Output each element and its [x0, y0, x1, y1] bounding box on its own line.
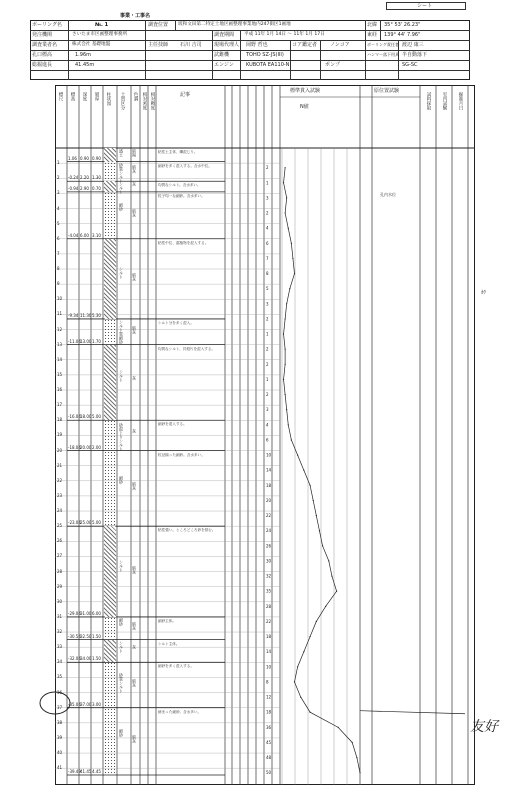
spt-n-value: 20 [266, 497, 272, 503]
spt-n-value: 2 [266, 346, 269, 352]
layer-depth: 0.90 [80, 155, 89, 161]
spt-n-value: 32 [266, 573, 272, 579]
col-spt: 標準貫入試験 [290, 88, 321, 94]
depth-tick: 25 [57, 523, 63, 529]
depth-tick: 31 [57, 613, 63, 619]
layer-elevation: -0.24 [68, 175, 79, 181]
depth-tick: 19 [57, 432, 63, 438]
spt-n-value: 26 [266, 543, 272, 549]
depth-tick: 5 [57, 220, 60, 226]
col-color: 色調 [133, 92, 138, 101]
layer-thickness: 0.70 [92, 185, 101, 191]
layer-description: 細砂を多く混入する。 [158, 664, 194, 669]
spt-n-value: 3 [266, 301, 269, 307]
layer-depth: 37.00 [80, 701, 92, 707]
depth-tick: 18 [57, 417, 63, 423]
spt-n-value: 3 [266, 195, 269, 201]
layer-soil-name: 砂混じりシルト [119, 423, 124, 452]
col-lab: 室内試験 [442, 92, 447, 110]
layer-thickness: 2.00 [92, 444, 101, 450]
layer-thickness: 1.30 [92, 175, 101, 181]
engine-label: エンジン [214, 62, 234, 68]
survey-period: 平成 11年 1月 14日 ～ 11年 1月 17日 [244, 32, 325, 37]
layer-description: 締まった細砂。含水多い。 [158, 709, 202, 714]
spt-n-value: 8 [266, 271, 269, 277]
orderer: さいたま市区画整理事務所 [72, 32, 128, 37]
layer-elevation: -18.04 [68, 444, 81, 450]
spt-n-value: 22 [266, 618, 272, 624]
layer-elevation: -11.04 [68, 338, 81, 344]
longitude: 139° 44' 7.96" [384, 32, 421, 38]
depth-tick: 16 [57, 387, 63, 393]
depth-tick: 21 [57, 462, 63, 468]
layer-elevation: 1.06 [68, 155, 77, 161]
col-thickness: 層厚 [94, 92, 99, 101]
depth-tick: 41 [57, 765, 63, 771]
layer-depth: 2.20 [80, 175, 89, 181]
layer-soil-name: 細砂 [119, 476, 124, 485]
spt-n-value: 14 [266, 649, 272, 655]
layer-depth: 13.00 [80, 338, 92, 344]
layer-soil-name: 砂質シルト [119, 672, 124, 693]
spt-n-value: 1 [266, 331, 269, 337]
engine: KUBOTA EA110-N [246, 62, 290, 68]
layer-description: 均質なシルト。含水多い。 [158, 183, 201, 188]
layer-soil-name: 砂質シルト [119, 162, 124, 183]
layer-thickness: 5.00 [92, 520, 101, 526]
layer-depth: 18.00 [80, 414, 92, 420]
depth-tick: 38 [57, 719, 63, 725]
layer-elevation: -4.04 [68, 232, 79, 238]
machine: TOHO SZ-JS(III) [246, 52, 284, 58]
layer-color: 灰 [132, 182, 137, 187]
depth-tick: 26 [57, 538, 63, 544]
layer-color: 暗灰 [132, 209, 137, 218]
col-depth: 深度 [82, 92, 87, 101]
layer-depth: 25.00 [80, 520, 92, 526]
manager: 石川 吉司 [180, 42, 202, 48]
layer-color: 灰 [132, 376, 137, 381]
depth-tick: 15 [57, 371, 63, 377]
depth-tick: 22 [57, 477, 63, 483]
layer-thickness: 5.00 [92, 414, 101, 420]
spt-n-value: 14 [266, 467, 272, 473]
layer-depth: 2.90 [80, 185, 89, 191]
layer-thickness: 3.00 [92, 701, 101, 707]
spt-n-value: 8 [266, 679, 269, 685]
spt-n-value: 3 [266, 407, 269, 413]
survey-location-label: 調査位置 [148, 22, 169, 28]
layer-thickness: 1.50 [92, 633, 101, 639]
depth-tick: 32 [57, 629, 63, 635]
layer-thickness: 6.00 [92, 610, 101, 616]
depth-tick: 30 [57, 598, 63, 604]
spt-n-value: 1 [266, 180, 269, 186]
layer-thickness: 4.45 [92, 769, 101, 774]
layer-soil-name: シルト [119, 182, 124, 195]
survey-period-label: 調査期間 [214, 32, 235, 38]
layer-depth: 20.00 [80, 444, 92, 450]
core-appraiser-label: コア鑑定者 [292, 42, 318, 48]
depth-tick: 12 [57, 326, 63, 332]
margin-note: ｶｸ [481, 290, 487, 296]
layer-description: 粒子均一な細砂。含水多い。 [158, 193, 205, 198]
layer-color: 暗灰 [132, 678, 137, 687]
boring-responsible: 渡辺 康三 [402, 42, 424, 48]
layer-description: 細砂を混入する。 [158, 422, 187, 427]
depth-tick: 8 [57, 266, 60, 271]
spt-n-value: 2 [266, 316, 269, 322]
layer-depth: 6.00 [80, 232, 89, 238]
col-symbol: 柱状図 [106, 92, 111, 106]
spt-n-value: 18 [266, 634, 272, 640]
spt-n-value: 50 [266, 770, 272, 776]
col-elevation: 標高 [70, 92, 75, 101]
depth-tick: 37 [57, 704, 63, 710]
depth-tick: 7 [57, 250, 60, 256]
layer-description: 均質なシルト、貝殻片を混入する。 [158, 346, 216, 351]
title-label: 事業・工事名 [120, 13, 151, 19]
elevation: 1.96m [75, 52, 92, 58]
layer-elevation: -16.04 [68, 414, 81, 420]
site-agent-label: 現場代理人 [214, 42, 240, 48]
spt-n-value: 10 [266, 664, 272, 670]
depth-tick: 3 [57, 190, 60, 196]
spt-n-value: 18 [266, 709, 272, 715]
depth-tick: 36 [57, 689, 63, 695]
spt-n-value: 4 [266, 225, 269, 231]
latitude-label: 北緯 [367, 22, 378, 28]
depth-tick: 39 [57, 734, 63, 740]
layer-soil-name: シルト質細砂 [119, 319, 124, 344]
spt-n-value: 35 [266, 588, 272, 594]
layer-color: 暗褐 [132, 149, 137, 157]
spt-n-value: 12 [266, 694, 272, 700]
handwritten-line [360, 711, 465, 714]
layer-color: 暗灰 [132, 565, 137, 574]
col-description: 記事 [180, 92, 191, 98]
depth-tick: 6 [57, 235, 60, 241]
layer-soil-name: 盛土 [119, 149, 124, 157]
depth-tick: 24 [57, 508, 63, 514]
spt-n-value: 2 [266, 392, 269, 398]
layer-thickness: 3.10 [92, 232, 101, 238]
layer-soil-name: 細砂 [119, 729, 124, 738]
depth-tick: 9 [57, 281, 60, 287]
layer-depth: 41.45 [80, 769, 92, 774]
layer-description: 粒径揃った細砂。含水多い。 [158, 452, 205, 457]
layer-color: 灰 [132, 429, 137, 434]
total-length-label: 総掘進長 [32, 62, 53, 68]
layer-color: 暗灰 [132, 325, 137, 334]
site-agent: 岡野 哲也 [246, 42, 268, 48]
depth-tick: 11 [57, 311, 63, 317]
spt-n-value: 28 [266, 603, 272, 609]
depth-tick: 34 [57, 659, 63, 665]
depth-tick: 14 [57, 356, 63, 362]
depth-tick: 29 [57, 583, 63, 589]
col-insitu: 原位置試験 [374, 88, 400, 94]
depth-tick: 1 [57, 160, 60, 166]
col-scale: 標尺 [58, 92, 63, 101]
layer-depth: 32.50 [80, 633, 92, 639]
layer-thickness: 1.50 [92, 656, 101, 662]
layer-soil-name: シルト [119, 559, 124, 572]
layer-description: 粘性土主体、礫混じり。 [158, 150, 198, 154]
manager-label: 主任技師 [148, 42, 169, 48]
layer-soil-name: 細砂 [119, 617, 124, 626]
layer-depth: 31.00 [80, 610, 92, 616]
layer-description: 細砂を多く混入する。含水中位。 [158, 163, 212, 168]
layer-elevation: -9.34 [68, 312, 79, 318]
layer-thickness: 5.30 [92, 312, 101, 318]
layer-color: 暗灰 [132, 272, 137, 281]
col-soil: 土質区分 [120, 92, 125, 110]
top-right-label: シート [417, 3, 433, 9]
depth-tick: 33 [57, 644, 63, 650]
layer-elevation: -35.04 [68, 701, 81, 707]
orderer-label: 発注機関 [32, 32, 53, 38]
col-n-value: N値 [300, 104, 309, 110]
latitude: 35° 53' 26.23" [384, 22, 421, 28]
layer-description: シルト分を多く混入。 [158, 320, 194, 325]
spt-n-value: 22 [266, 513, 272, 519]
boring-responsible-label: ボーリング責任者 [367, 42, 399, 47]
layer-elevation: -32.04 [68, 656, 81, 662]
layer-color: 暗灰 [132, 622, 137, 631]
layer-description: 粘性中位、腐植物を混入する。 [158, 240, 209, 245]
depth-tick: 23 [57, 492, 63, 498]
survey-location: 坂和文田第二特定土地区画整理事業地内247街区1画地 [178, 22, 291, 27]
layer-color: 暗灰 [132, 165, 137, 174]
spt-n-value: 5 [266, 286, 269, 292]
layer-elevation: -30.54 [68, 633, 81, 639]
layer-elevation: -0.94 [68, 185, 79, 191]
layer-description: 粘性強い。ところどころ砂を挟む。 [158, 528, 216, 533]
spt-n-value: 45 [266, 739, 272, 745]
spt-n-value: 7 [266, 255, 269, 261]
spt-n-value: 4 [266, 422, 269, 428]
spt-n-value: 30 [266, 558, 272, 564]
layer-thickness: 1.70 [92, 338, 101, 344]
layer-soil-name: 細砂 [119, 203, 124, 212]
spt-n-value: 10 [266, 452, 272, 458]
elevation-label: 孔口標高 [32, 52, 53, 58]
col-sampling: 試料採取 [426, 92, 431, 110]
spt-n-value: 2 [266, 165, 269, 171]
spt-n-value: 6 [266, 240, 269, 246]
layer-color: 暗灰 [132, 482, 137, 491]
col-excavation: 掘進月日 [458, 92, 463, 110]
total-length: 41.45m [75, 62, 95, 68]
depth-tick: 27 [57, 553, 63, 559]
layer-elevation: -39.49 [68, 769, 81, 774]
handwritten-circle [38, 690, 72, 716]
spt-n-value: 18 [266, 482, 272, 488]
spt-n-value: 2 [266, 361, 269, 367]
spt-n-value: 36 [266, 724, 272, 730]
layer-depth: 34.00 [80, 656, 92, 662]
depth-tick: 35 [57, 674, 63, 680]
col-density: 相対密度 [142, 92, 147, 110]
boring-name-label: ボーリング名 [32, 22, 62, 28]
depth-tick: 13 [57, 341, 63, 347]
hammer: 半自動落下 [402, 52, 428, 58]
spt-n-value: 24 [266, 528, 272, 534]
depth-tick: 2 [57, 175, 60, 181]
spt-n-value: 48 [266, 755, 272, 761]
longitude-label: 東経 [367, 32, 378, 38]
layer-description: 細砂主体。 [158, 618, 176, 623]
core-appraiser: ノンコア [330, 42, 350, 48]
pump: SG-SC [402, 62, 418, 68]
layer-depth: 11.30 [80, 312, 92, 318]
depth-tick: 17 [57, 402, 63, 408]
hammer-label: ハンマー落下用具 [367, 52, 399, 57]
contractor-label: 調査業者名 [32, 42, 58, 48]
layer-elevation: -29.04 [68, 610, 81, 616]
layer-thickness: 0.90 [92, 155, 101, 161]
layer-soil-name: シルト [119, 370, 124, 383]
layer-color: 暗灰 [132, 735, 137, 744]
depth-tick: 28 [57, 568, 63, 574]
spt-n-value: 6 [266, 437, 269, 443]
spt-n-value: 1 [266, 376, 269, 382]
depth-tick: 40 [57, 750, 63, 756]
boring-no: №. 1 [95, 22, 109, 28]
depth-tick: 4 [57, 205, 60, 211]
depth-tick: 10 [57, 296, 63, 302]
col-consistency: 相対稠度 [150, 92, 155, 110]
pump-label: ポンプ [325, 62, 341, 68]
depth-tick: 20 [57, 447, 63, 453]
contractor: 株式会社 基礎地盤 [72, 42, 111, 47]
machine-label: 試錐機 [214, 52, 230, 58]
handwritten-annotation: 友好 [470, 719, 498, 735]
layer-color: 灰 [132, 644, 137, 649]
spt-n-value: 2 [266, 210, 269, 216]
layer-soil-name: シルト [119, 640, 124, 653]
layer-elevation: -23.04 [68, 520, 81, 526]
core-note: 孔内水位 [380, 192, 396, 197]
layer-description: シルト主体。 [158, 641, 180, 646]
layer-soil-name: シルト [119, 266, 124, 279]
